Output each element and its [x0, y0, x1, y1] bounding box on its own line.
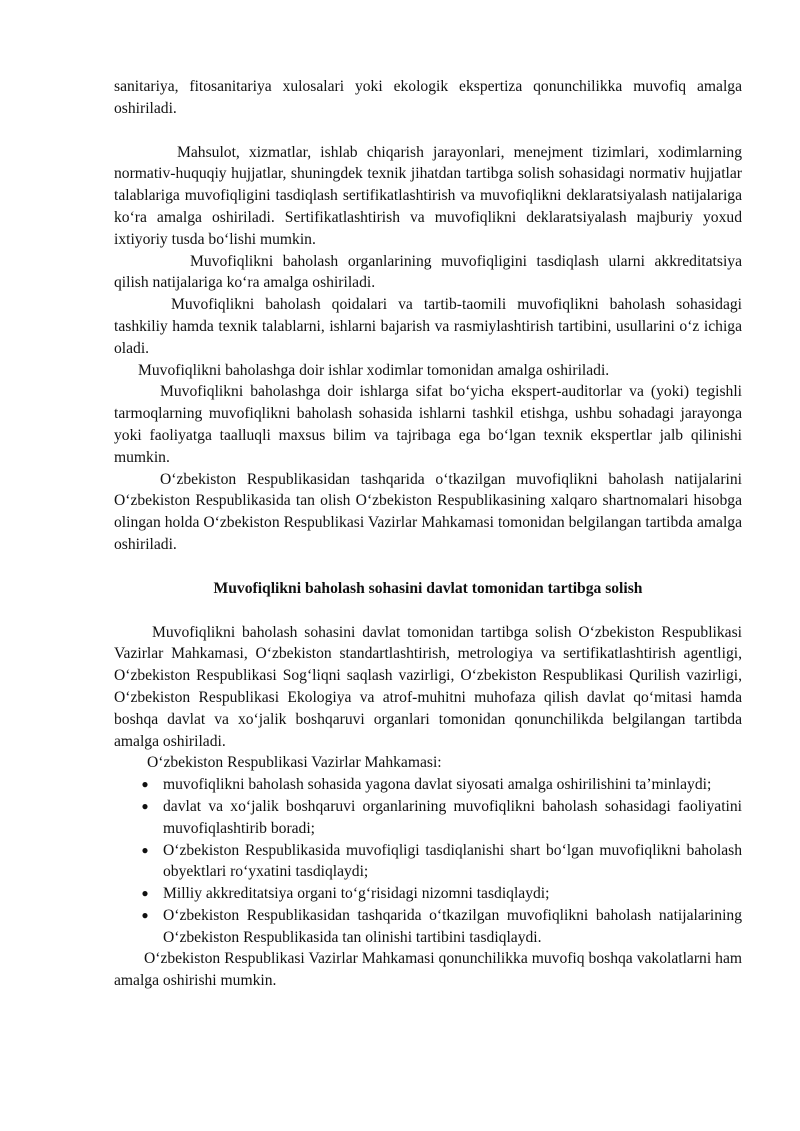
document-page — [114, 76, 742, 992]
section-heading: Muvofiqlikni baholash sohasini davlat tomonidan tartibga solish — [213, 579, 643, 597]
list-item — [114, 796, 742, 840]
spacer — [114, 120, 742, 142]
list-item-text: O‘zbekiston Respublikasidan tashqarida o‘tkazilgan muvofiqlikni baholash natijalarining O‘zbekiston Respublikasida tan olinishi tartibini tasdiqlaydi. — [163, 906, 742, 946]
list-item — [114, 840, 742, 884]
paragraph-5: Muvofiqlikni baholashga doir ishlar xodimlar tomonidan amalga oshiriladi. — [138, 361, 610, 379]
list-item-text: muvofiqlikni baholash sohasida yagona davlat siyosati amalga oshirilishini ta’minlaydi; — [163, 776, 712, 794]
bullet-icon: ● — [141, 907, 149, 922]
paragraph-8: Muvofiqlikni baholash sohasini davlat tomonidan tartibga solish O‘zbekiston Respublikasi Vazirlar Mahkamasi, O‘zbekiston standartlashtirish, metrologiya va sertifikatlashtirish agentligi, O‘zbekiston Respublikasi Sog‘liqni saqlash vazirligi, O‘zbekiston Respublikasi Qurilish vazirligi, O‘zbekiston Respublikasi Ekologiya va atrof-muhitni muhofaza qilish davlat qo‘mitasi hamda boshqa davlat va xo‘jalik boshqaruvi organlari tomonidan qonunchilikda belgilangan tartibda amalga oshiriladi. — [114, 623, 742, 750]
list-item — [114, 774, 742, 796]
list-item-text: davlat va xo‘jalik boshqaruvi organlarining muvofiqlikni baholash sohasidagi faoliyatini muvofiqlashtirib boradi; — [163, 797, 742, 837]
spacer — [114, 600, 742, 622]
list-item-text: O‘zbekiston Respublikasida muvofiqligi tasdiqlanishi shart bo‘lgan muvofiqlikni baholash obyektlari ro‘yxatini tasdiqlaydi; — [163, 841, 742, 881]
paragraph-6: Muvofiqlikni baholashga doir ishlarga sifat bo‘yicha ekspert-auditorlar va (yoki) tegishli tarmoqlarning muvofiqlikni baholash sohasida ishlarni tashkil etishga, ushbu sohadagi jarayonga yoki faoliyatga taalluqli maxsus bilim va tajribaga ega bo‘lgan texnik ekspertlar jalb qilinishi mumkin. — [114, 383, 742, 466]
list-item-text: Milliy akkreditatsiya organi to‘g‘risidagi nizomni tasdiqlaydi; — [163, 885, 550, 903]
spacer — [114, 556, 742, 578]
bullet-icon: ● — [141, 777, 149, 792]
bullet-icon: ● — [141, 798, 149, 813]
paragraph-9: O‘zbekiston Respublikasi Vazirlar Mahkamasi: — [147, 754, 442, 772]
list-item — [114, 905, 742, 949]
paragraph-4: Muvofiqlikni baholash qoidalari va tartib-taomili muvofiqlikni baholash sohasidagi tashkiliy hamda texnik talablarni, ishlarni bajarish va rasmiylashtirish tartibini, usullarini o‘z ichiga oladi. — [114, 296, 742, 357]
paragraph-10: O‘zbekiston Respublikasi Vazirlar Mahkamasi qonunchilikka muvofiq boshqa vakolatlarni ham amalga oshirishi mumkin. — [114, 950, 742, 990]
paragraph-1: sanitariya, fitosanitariya xulosalari yoki ekologik ekspertiza qonunchilikka muvofiq amalga oshiriladi. — [114, 78, 742, 117]
bullet-list — [114, 774, 742, 948]
list-item — [114, 883, 742, 905]
bullet-icon: ● — [141, 886, 149, 901]
paragraph-7: O‘zbekiston Respublikasidan tashqarida o‘tkazilgan muvofiqlikni baholash natijalarini O‘zbekiston Respublikasida tan olish O‘zbekiston Respublikasining xalqaro shartnomalari hisobga olingan holda O‘zbekiston Respublikasi Vazirlar Mahkamasi tomonidan belgilangan tartibda amalga oshiriladi. — [114, 470, 742, 553]
paragraph-3: Muvofiqlikni baholash organlarining muvofiqligini tasdiqlash ularni akkreditatsiya qilish natijalariga ko‘ra amalga oshiriladi. — [114, 252, 742, 292]
bullet-icon: ● — [141, 842, 149, 857]
paragraph-2: Mahsulot, xizmatlar, ishlab chiqarish jarayonlari, menejment tizimlari, xodimlarning normativ-huquqiy hujjatlar, shuningdek texnik jihatdan tartibga solish sohasidagi normativ hujjatlar talablariga muvofiqligini tasdiqlash sertifikatlashtirish va muvofiqlikni deklaratsiyalash natijalariga ko‘ra amalga oshiriladi. Sertifikatlashtirish va muvofiqlikni deklaratsiyalash majburiy yoxud ixtiyoriy tusda bo‘lishi mumkin. — [114, 143, 742, 248]
